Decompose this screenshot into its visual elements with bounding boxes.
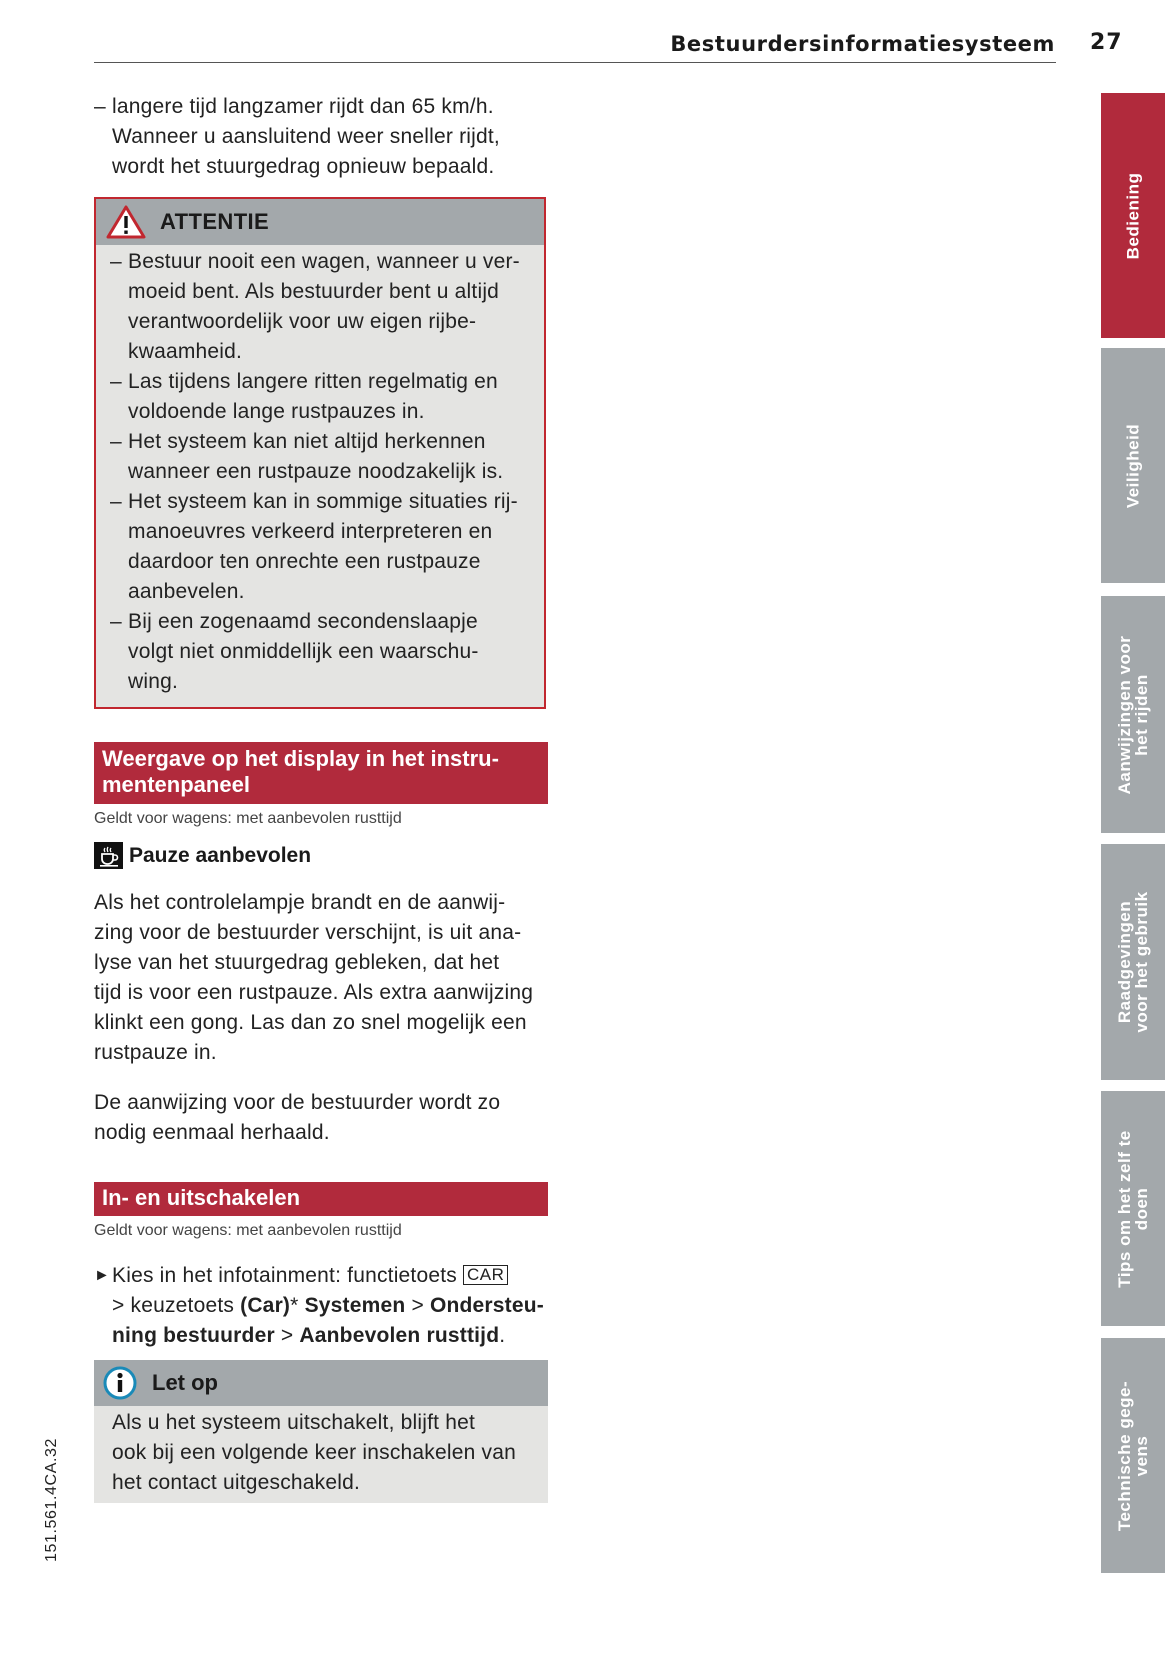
side-tab-aanwijzingen[interactable] (1101, 596, 1165, 833)
side-tab-label: Bediening (1123, 172, 1143, 259)
page-number: 27 (1090, 30, 1123, 55)
section-heading-toggle: In- en uitschakelen (94, 1182, 548, 1216)
paragraph-line: nodig eenmaal herhaald. (94, 1121, 330, 1144)
step-bold-text: Ondersteu- (429, 1294, 544, 1317)
header-divider (94, 62, 1056, 63)
warning-item (110, 367, 534, 427)
warning-body (96, 245, 544, 697)
warning-list (110, 247, 534, 697)
document-code-text: 151.561.4CA.32 (43, 1437, 60, 1563)
subheading-text: Pauze aanbevolen (129, 843, 312, 867)
car-key-label: CAR (463, 1265, 508, 1285)
subheading-pause (94, 842, 311, 869)
warning-line: verantwoordelijk voor uw eigen rijbe- (128, 310, 477, 333)
instruction-step (94, 1261, 548, 1351)
note-line: Als u het systeem uitschakelt, blijft het (112, 1411, 476, 1434)
warning-item (110, 487, 534, 607)
paragraph-2 (94, 1088, 548, 1148)
warning-header (96, 199, 544, 245)
note-header (94, 1360, 548, 1406)
note-line: ook bij een volgende keer inschakelen van (112, 1441, 516, 1464)
side-tab-label: Veiligheid (1123, 423, 1143, 508)
paragraph-line: tijd is voor een rustpauze. Als extra aanwijzing (94, 981, 534, 1004)
step-bold-text: Aanbevolen rusttijd (299, 1324, 500, 1347)
step-marker-icon: ► (94, 1267, 111, 1284)
info-icon (102, 1365, 138, 1401)
intro-line: Wanneer u aansluitend weer sneller rijdt, (112, 125, 500, 148)
side-tab-raadgevingen[interactable] (1101, 844, 1165, 1080)
paragraph-line: Als het controlelampje brandt en de aanwij- (94, 891, 506, 914)
side-tab-tips[interactable] (1101, 1091, 1165, 1326)
warning-line: daardoor ten onrechte een rustpauze (128, 550, 481, 573)
warning-line: aanbevelen. (128, 580, 245, 603)
step-text: > (411, 1294, 424, 1317)
warning-line: Het systeem kan in sommige situaties rij- (128, 490, 518, 513)
section-heading-display (94, 742, 548, 804)
side-tab-label: Aanwijzingen voor het rijden (1115, 635, 1151, 794)
step-bold-text: (Car) (240, 1294, 291, 1317)
step-text: > (280, 1324, 294, 1347)
note-title: Let op (152, 1370, 218, 1395)
note-body (94, 1406, 548, 1498)
section-heading-line: mentenpaneel (102, 772, 250, 797)
paragraph-line: klinkt een gong. Las dan zo snel mogelijk een (94, 1011, 527, 1034)
paragraph-line: De aanwijzing voor de bestuurder wordt zo (94, 1091, 501, 1114)
side-tab-label: Raadgevingen voor het gebruik (1115, 891, 1151, 1033)
warning-item (110, 427, 534, 487)
intro-list-item (94, 92, 548, 182)
paragraph-1 (94, 888, 548, 1068)
paragraph-line: rustpauze in. (94, 1041, 217, 1064)
warning-line: Bestuur nooit een wagen, wanneer u ver- (128, 250, 520, 273)
paragraph-line: lyse van het stuurgedrag gebleken, dat het (94, 951, 500, 974)
warning-line: moeid bent. Als bestuurder bent u altijd (128, 280, 500, 303)
warning-line: voldoende lange rustpauzes in. (128, 400, 425, 423)
warning-line: volgt niet onmiddellijk een waarschu- (128, 640, 479, 663)
warning-item (110, 607, 534, 697)
step-bold-text: Systemen (304, 1294, 406, 1317)
warning-title: ATTENTIE (160, 209, 270, 234)
warning-line: wing. (128, 670, 179, 693)
warning-item (110, 247, 534, 367)
warning-line: manoeuvres verkeerd interpreteren en (128, 520, 493, 543)
step-text: . (499, 1324, 506, 1347)
side-tab-technische-gegevens[interactable] (1101, 1338, 1165, 1573)
side-tab-label: Technische gege- vens (1115, 1380, 1151, 1531)
side-tab-veiligheid[interactable] (1101, 348, 1165, 583)
warning-line: kwaamheid. (128, 340, 243, 363)
warning-line: Bij een zogenaamd secondenslaapje (128, 610, 478, 633)
step-text: Kies in het infotainment: functietoets (112, 1264, 457, 1287)
step-text: * (290, 1294, 299, 1317)
warning-line: Het systeem kan niet altijd herkennen (128, 430, 486, 453)
warning-line: Las tijdens langere ritten regelmatig en (128, 370, 498, 393)
side-tab-bediening[interactable] (1101, 93, 1165, 338)
step-text: > keuzetoets (112, 1294, 235, 1317)
intro-line: langere tijd langzamer rijdt dan 65 km/h. (112, 95, 494, 118)
applies-to-note: Geldt voor wagens: met aanbevolen rusttijd (94, 1222, 402, 1239)
running-header-title: Bestuurdersinformatiesysteem (670, 32, 1055, 56)
note-line: het contact uitgeschakeld. (112, 1471, 361, 1494)
warning-line: wanneer een rustpauze noodzakelijk is. (128, 460, 504, 483)
section-heading-line: Weergave op het display in het instru- (102, 746, 499, 771)
step-bold-text: ning bestuurder (112, 1324, 275, 1347)
warning-triangle-icon (106, 205, 146, 239)
side-tab-label: Tips om het zelf te doen (1115, 1129, 1151, 1288)
coffee-cup-lamp-icon (94, 842, 123, 869)
warning-box (94, 197, 546, 709)
paragraph-line: zing voor de bestuurder verschijnt, is uit ana- (94, 921, 522, 944)
note-box (94, 1360, 548, 1503)
applies-to-note: Geldt voor wagens: met aanbevolen rusttijd (94, 810, 402, 827)
intro-line: wordt het stuurgedrag opnieuw bepaald. (112, 155, 495, 178)
